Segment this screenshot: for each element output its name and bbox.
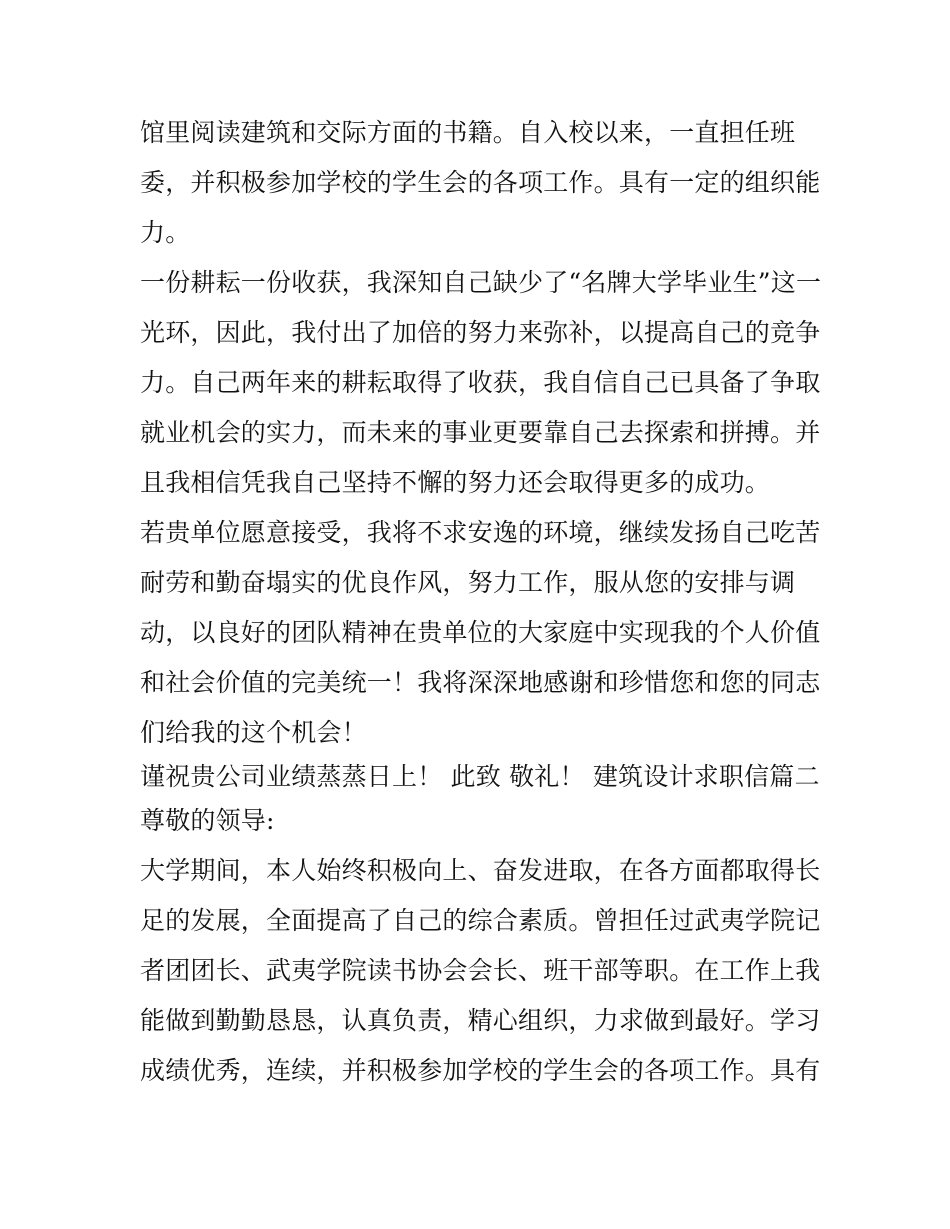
text-line: 们给我的这个机会！ — [140, 718, 367, 747]
text-line: 能做到勤勤恳恳，认真负责，精心组织，力求做到最好。学习 — [140, 1006, 821, 1035]
text-line: 力。 — [140, 218, 191, 247]
text-line: 动，以良好的团队精神在贵单位的大家庭中实现我的个人价值 — [140, 618, 821, 647]
text-line: 谨祝贵公司业绩蒸蒸日上！ 此致 敬礼！ 建筑设计求职信篇二 — [140, 762, 820, 791]
text-line: 光环，因此，我付出了加倍的努力来弥补，以提高自己的竞争 — [140, 318, 821, 347]
text-line: 委，并积极参加学校的学生会的各项工作。具有一定的组织能 — [140, 168, 821, 197]
text-line: 足的发展，全面提高了自己的综合素质。曾担任过武夷学院记 — [140, 906, 821, 935]
text-line: 成绩优秀，连续，并积极参加学校的学生会的各项工作。具有 — [140, 1056, 821, 1085]
text-line: 力。自己两年来的耕耘取得了收获，我自信自己已具备了争取 — [140, 368, 821, 397]
text-line: 者团团长、武夷学院读书协会会长、班干部等职。在工作上我 — [140, 956, 821, 985]
text-line: 一份耕耘一份收获，我深知自己缺少了“名牌大学毕业生”这一 — [140, 268, 822, 297]
text-line: 尊敬的领导: — [140, 806, 275, 835]
body-text — [140, 108, 820, 1096]
text-line: 就业机会的实力，而未来的事业更要靠自己去探索和拼搏。并 — [140, 418, 821, 447]
text-line: 若贵单位愿意接受，我将不求安逸的环境，继续发扬自己吃苦 — [140, 518, 821, 547]
text-line: 耐劳和勤奋塌实的优良作风，努力工作，服从您的安排与调 — [140, 568, 796, 597]
text-line: 大学期间，本人始终积极向上、奋发进取，在各方面都取得长 — [140, 856, 821, 885]
text-line: 且我相信凭我自己坚持不懈的努力还会取得更多的成功。 — [140, 468, 771, 497]
text-line: 和社会价值的完美统一！我将深深地感谢和珍惜您和您的同志 — [140, 668, 821, 697]
text-line: 馆里阅读建筑和交际方面的书籍。自入校以来，一直担任班 — [140, 118, 796, 147]
